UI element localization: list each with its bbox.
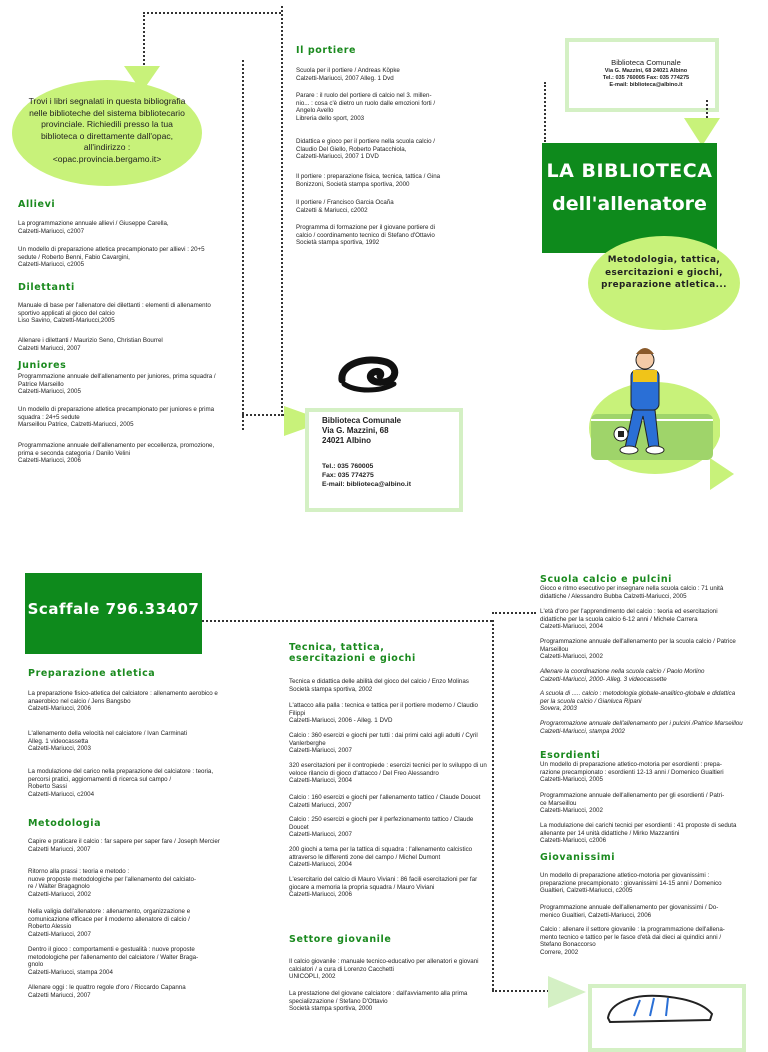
book-entry: L'allenamento della velocità nel calciatore / Ivan Carminati Alleg. 1 videocassetta Calzetti-Mariucci, 2003: [28, 730, 188, 753]
cover-title-line2: dell'allenatore: [552, 193, 707, 215]
dotted-connector: [706, 100, 708, 118]
book-entry: A scuola di ..... calcio : metodologia globale-analitico-globale e didattica per la scuola calcio / Gianluca Ripani Sovera, 2003: [540, 690, 736, 713]
header-telfax: Tel.: 035 760005 Fax: 035 774275: [602, 75, 690, 81]
section-title-juniores: Juniores: [18, 360, 67, 371]
book-entry: Un modello di preparazione atletico-motoria per giovanissimi : preparazione precampionato : giovanissimi 14-15 anni / Domenico Gualtieri, Calzetti-Mariucci, c2005: [540, 872, 722, 895]
football-boot-icon: [600, 990, 720, 1024]
book-entry: La prestazione del giovane calciatore : dall'avviamento alla prima specializzazione / Stefano D'Ottavio Società stampa sportiva, 2000: [289, 990, 468, 1013]
contact-fax: Fax: 035 774275: [322, 472, 374, 479]
contact-name: Biblioteca Comunale: [322, 416, 402, 425]
book-entry: Un modello di preparazione atletica precampionato per allievi : 20+5 sedute / Roberto Benni, Fabio Cavargini, Calzetti-Mariucci, c2005: [18, 246, 205, 269]
header-email: E-mail: biblioteca@albino.it: [609, 82, 683, 88]
book-entry: Calcio : 360 esercizi e giochi per tutti : dai primi calci agli adulti / Cyril Vanlerberghe Calzetti-Mariucci, 2007: [289, 732, 478, 755]
book-entry: Capire e praticare il calcio : far sapere per saper fare / Joseph Mercier Calzetti Mariucci, 2007: [28, 838, 220, 853]
dotted-connector: [492, 990, 552, 992]
book-entry: Il portiere : preparazione fisica, tecnica, tattica / Gina Bonizzoni, Società stampa sportiva, 2000: [296, 173, 441, 188]
book-entry: Il calcio giovanile : manuale tecnico-educativo per allenatori e giovani calciatori / a cura di Lorenzo Cacchetti UNICOPLI, 2002: [289, 958, 479, 981]
contact-city: 24021 Albino: [322, 436, 372, 445]
header-address: Via G. Mazzini, 68 24021 Albino: [604, 68, 688, 74]
book-entry: Nella valigia dell'allenatore : allenamento, organizzazione e comunicazione efficace per il moderno allenatore di calcio / Roberto Alessio Calzetti-Mariucci, 2007: [28, 908, 191, 938]
scaffale-label: Scaffale 796.33407: [27, 600, 200, 618]
book-entry: Allenare la coordinazione nella scuola calcio / Paolo Morlino Calzetti-Mariucci, 2000- Alleg. 3 videocassette: [540, 668, 705, 683]
book-entry: Didattica e gioco per il portiere nella scuola calcio / Claudio Del Giello, Roberto Patacchiola, Calzetti-Mariucci, 2007 1 DVD: [296, 138, 435, 161]
book-entry: Programmazione annuale dell'allenamento per juniores, prima squadra / Patrice Marseillo Calzetti-Mariucci, 2005: [18, 373, 216, 396]
section-title-dilettanti: Dilettanti: [18, 282, 75, 293]
dotted-connector: [544, 82, 546, 142]
cover-subtitle: Metodologia, tattica, esercitazioni e giochi, preparazione atletica...: [601, 255, 727, 290]
book-entry: Ritorno alla prassi : teoria e metodo : nuove proposte metodologiche per l'allenamento del calciato- re / Walter Bragagnolo Calzetti-Mariucci, 2002: [28, 868, 197, 898]
book-entry: Calcio : 250 esercizi e giochi per il perfezionamento tattico / Claude Doucet Calzetti-Mariucci, 2007: [289, 816, 474, 839]
book-entry: L'età d'oro per l'apprendimento del calcio : teoria ed esercitazioni didattiche per la scuola calcio 6-12 anni / Michele Carrera Calzetti-Mariucci, 2004: [540, 608, 718, 631]
section-title-preparazione: Preparazione atletica: [28, 668, 156, 679]
coach-illustration-icon: [585, 336, 720, 476]
book-entry: La modulazione dei carichi tecnici per esordienti : 41 proposte di seduta allenante per 14 unità didattiche / Mirko Mazzantini Calzetti-Mariucci, c2006: [540, 822, 737, 845]
book-entry: La preparazione fisico-atletica del calciatore : allenamento aerobico e anaerobico nel calcio / Jens Bangsbo Calzetti-Mariucci, 2006: [28, 690, 218, 713]
book-entry: Allenare oggi : le quattro regole d'oro / Riccardo Capanna Calzetti Mariucci, 2007: [28, 984, 186, 999]
section-title-metodologia: Metodologia: [28, 818, 102, 829]
dotted-connector: [492, 612, 536, 614]
contact-address: Via G. Mazzini, 68: [322, 426, 389, 435]
dotted-connector: [242, 60, 244, 430]
library-logo-icon: [336, 354, 400, 394]
cover-title-line1: LA BIBLIOTECA: [546, 160, 713, 182]
dotted-connector: [143, 12, 281, 14]
book-entry: Programma di formazione per il giovane portiere di calcio / coordinamento tecnico di Stefano d'Ottavio Società stampa sportiva, 1992: [296, 224, 435, 247]
arrow-right-icon: [710, 458, 734, 490]
section-title-scuola: Scuola calcio e pulcini: [540, 574, 673, 585]
book-entry: Programmazione annuale dell'allenamento per giovanissimi / Do- menico Gualtieri, Calzetti-Mariucci, 2006: [540, 904, 719, 919]
book-entry: Un modello di preparazione atletica precampionato per juniores e prima squadra : 24+5 sedute Marseillou Patrice, Calzetti-Mariucci, 2005: [18, 406, 215, 429]
book-entry: Scuola per il portiere / Andreas Köpke Calzetti-Mariucci, 2007 Alleg. 1 Dvd: [296, 67, 400, 82]
book-entry: Dentro il gioco : comportamenti e gestualità : nuove proposte metodologiche per l'allenamento del calciatore / Walter Braga- gnolo Calzetti-Mariucci, stampa 2004: [28, 946, 199, 976]
dotted-connector: [281, 6, 283, 416]
book-entry: 320 esercitazioni per il contropiede : esercizi tecnici per lo sviluppo di un veloce rilancio di gioco d'attacco / Del Freo Alessandro Calzetti-Mariucci, 2004: [289, 762, 487, 785]
book-entry: Manuale di base per l'allenatore dei dilettanti : elementi di allenamento sportivo applicati al gioco del calcio Liso Savino, Calzetti-Mariucci,2005: [18, 302, 211, 325]
arrow-right-icon: [548, 976, 586, 1008]
book-entry: Un modello di preparazione atletico-motoria per esordienti : prepa- razione precampionato : esordienti 12-13 anni / Domenico Gualtieri Calzetti-Mariucci, 2005: [540, 761, 724, 784]
book-entry: Il portiere / Francisco Garcia Ocaña Calzetti & Mariucci, c2002: [296, 199, 394, 214]
book-entry: La programmazione annuale allievi / Giuseppe Carella, Calzetti-Mariucci, c2007: [18, 220, 169, 235]
book-entry: La modulazione del carico nella preparazione del calciatore : teoria, percorsi pratici, aggiornamenti di ricerca sul campo / Roberto Sassi Calzetti-Mariucci, c2004: [28, 768, 214, 798]
header-library-name: Biblioteca Comunale: [611, 58, 681, 67]
book-entry: Programmazione annuale dell'allenamento per i pulcini /Patrice Marseillou Calzetti-Mariucci, stampa 2002: [540, 720, 743, 735]
section-title-tecnica: Tecnica, tattica, esercitazioni e giochi: [289, 642, 416, 664]
book-entry: Allenare i dilettanti / Maurizio Seno, Christian Bourrel Calzetti Mariucci, 2007: [18, 337, 163, 352]
dotted-connector: [202, 620, 492, 622]
section-title-esordienti: Esordienti: [540, 750, 601, 761]
book-entry: Parare : il ruolo del portiere di calcio nel 3. millen- nio... : cosa c'è dietro un ruolo dalle emozioni forti / Angelo Avello Libreria dello sport, 2003: [296, 92, 436, 122]
book-entry: Programmazione annuale dell'allenamento per eccellenza, promozione, prima e seconda categoria / Danilo Velini Calzetti-Mariucci, 2006: [18, 442, 215, 465]
book-entry: Tecnica e didattica delle abilità del gioco del calcio / Enzo Molinas Società stampa sportiva, 2002: [289, 678, 469, 693]
dotted-connector: [143, 12, 145, 72]
contact-tel: Tel.: 035 760005: [322, 463, 374, 470]
contact-email: E-mail: biblioteca@albino.it: [322, 481, 411, 488]
book-entry: Programmazione annuale dell'allenamento per gli esordienti / Patri- ce Marseillou Calzetti-Mariucci, 2002: [540, 792, 725, 815]
book-entry: Gioco e ritmo esecutivo per insegnare nella scuola calcio : 71 unità didattiche / Alessandro Bubba Calzetti-Mariucci, 2005: [540, 585, 724, 600]
intro-text: Trovi i libri segnalati in questa bibliografia nelle biblioteche del sistema bibliotecario provinciale. Richiedili presso la tua biblioteca o direttamente dall'opac, all'indirizzo : <opac.provincia.bergamo.it>: [28, 96, 186, 164]
section-title-settore: Settore giovanile: [289, 934, 392, 945]
book-entry: L'esercitario del calcio di Mauro Viviani : 86 facili esercitazioni per far giocare a memoria la propria squadra / Mauro Viviani Calzetti-Mariucci, 2006: [289, 876, 478, 899]
section-title-allievi: Allievi: [18, 199, 56, 210]
book-entry: 200 giochi a tema per la tattica di squadra : l'allenamento calcistico attraverso le differenti zone del campo / Michel Dumont Calzetti-Mariucci, 2004: [289, 846, 473, 869]
book-entry: L'attacco alla palla : tecnica e tattica per il portiere moderno / Claudio Filippi Calzetti-Mariucci, 2006 - Alleg. 1 DVD: [289, 702, 478, 725]
section-title-portiere: Il portiere: [296, 45, 357, 56]
book-entry: Programmazione annuale dell'allenamento per la scuola calcio / Patrice Marseillou Calzetti-Mariucci, 2002: [540, 638, 736, 661]
arrow-down-icon: [684, 118, 720, 146]
section-title-giovanissimi: Giovanissimi: [540, 852, 616, 863]
dotted-connector: [492, 620, 494, 990]
book-entry: Calcio : allenare il settore giovanile : la programmazione dell'allena- mento tecnico e tattico per le fasce d'età dai dieci ai quindici anni / Stefano Bonaccorso Correre, 2002: [540, 926, 725, 956]
book-entry: Calcio : 160 esercizi e giochi per l'allenamento tattico / Claude Doucet Calzetti Mariucci, 2007: [289, 794, 481, 809]
